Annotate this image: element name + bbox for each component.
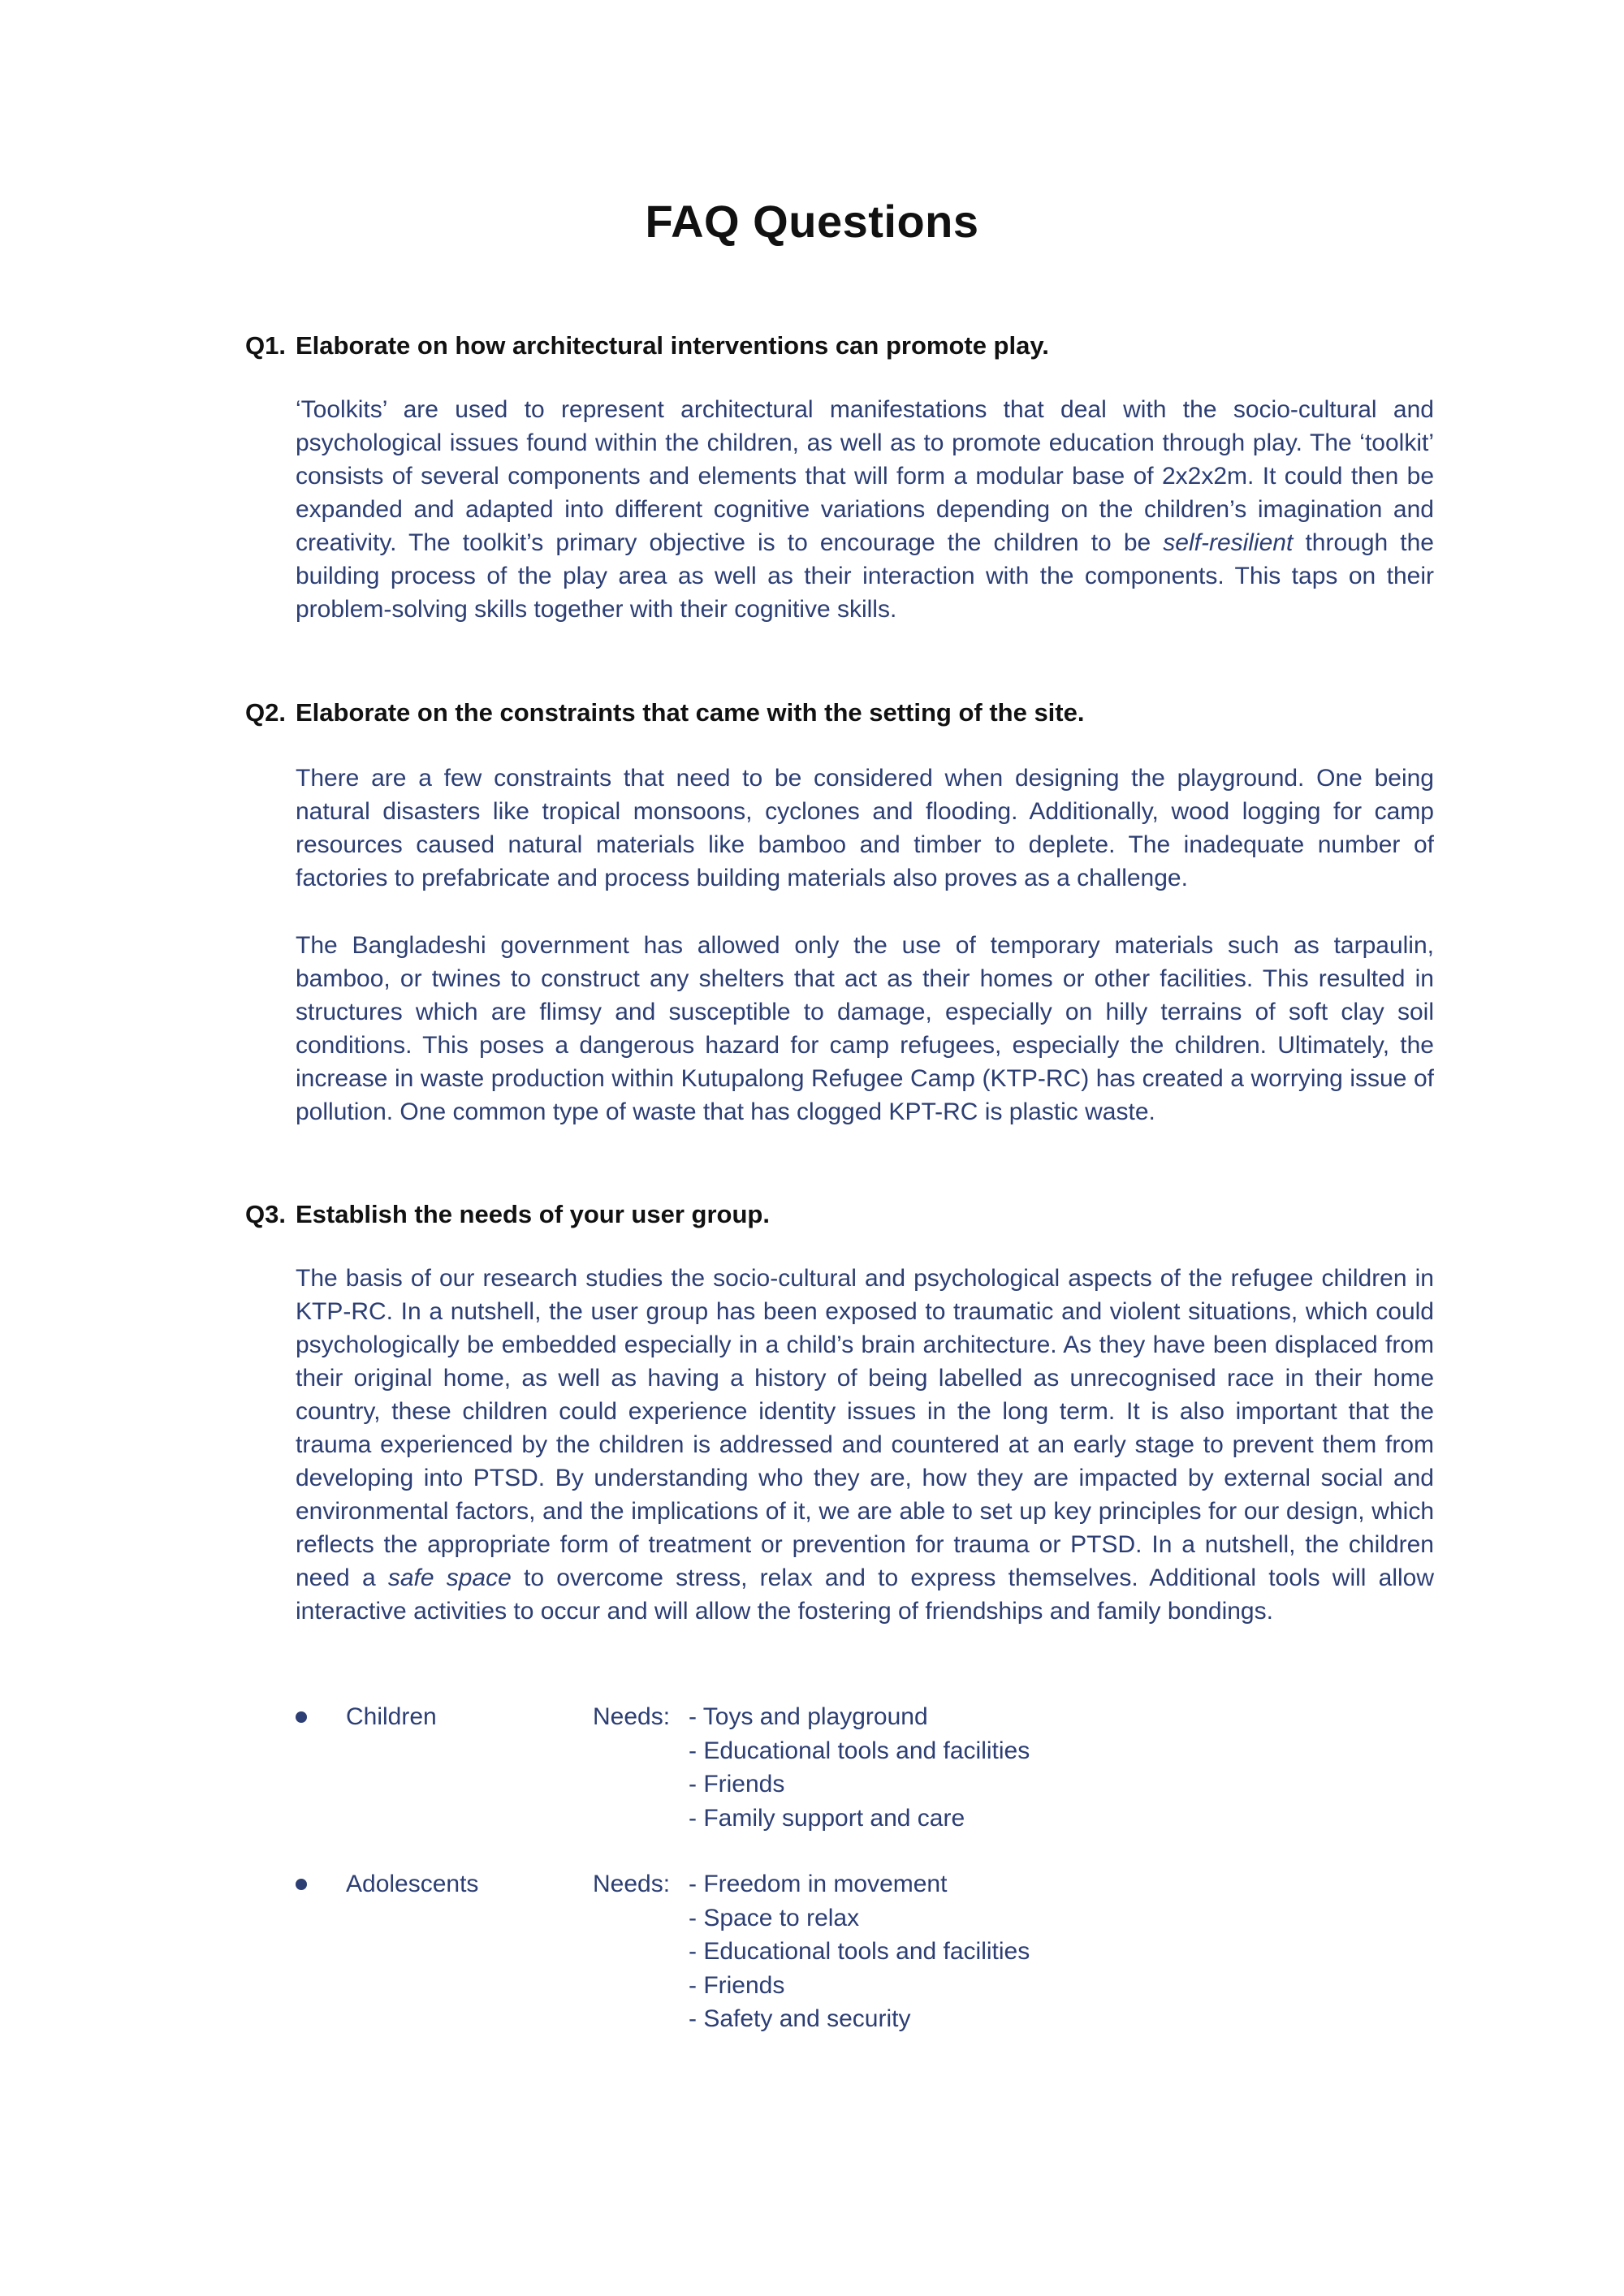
question-text: Elaborate on the constraints that came with the setting of the site. (296, 698, 1085, 727)
question-text: Elaborate on how architectural interventions can promote play. (296, 331, 1049, 360)
question-2-heading (245, 698, 1447, 727)
bullet-icon (296, 1711, 307, 1723)
needs-item: - Toys and playground (689, 1703, 928, 1730)
needs-item: - Friends (689, 1971, 785, 1999)
needs-item: - Friends (689, 1771, 785, 1798)
answer-emphasis: safe space (387, 1564, 512, 1591)
needs-item: - Freedom in movement (689, 1871, 948, 1897)
question-number: Q3. (245, 1200, 286, 1228)
user-group-children (296, 1700, 1351, 1838)
question-number: Q1. (245, 331, 286, 360)
answer-text: The basis of our research studies the socio-cultural and psychological aspects of the refugee children in KTP-RC. In a nutshell, the user group has been exposed to traumatic and violent situations, which could psychologically be embedded especially in a child’s brain architecture. As they have been displaced from their original home, as well as having a history of being labelled as unrecognised race in their home country, these children could experience identity issues in the long term. It is also important that the trauma experienced by the children is addressed and countered at an early stage to prevent them from developing into PTSD. By understanding who they are, how they are impacted by external social and environmental factors, and the implications of it, we are able to set up key principles for our design, which reflects the appropriate form of treatment or prevention for trauma or PTSD. In a nutshell, the children need a (296, 1265, 1434, 1591)
answer-text: to overcome stress, relax and to express themselves. Additional tools will allow interactive activities to occur and will allow the fostering of friendships and family bondings. (296, 1564, 1435, 1625)
user-group-adolescents (296, 1867, 1351, 2038)
needs-item: - Family support and care (689, 1804, 965, 1832)
needs-item: - Space to relax (689, 1904, 860, 1931)
answer-text: through the building process of the play area as well as their interaction with the components. This taps on their problem-solving skills together with their cognitive skills. (296, 529, 1434, 623)
needs-label: Needs: (593, 1871, 671, 1897)
question-3-answer (296, 1262, 1434, 1628)
question-1-heading (245, 331, 1447, 360)
bullet-icon (296, 1879, 307, 1890)
question-2-answer-paragraph-2: The Bangladeshi government has allowed only the use of temporary materials such as tarpaulin, bamboo, or twines to construct any shelters that act as their homes or other facilities. This resulted in structures which are flimsy and susceptible to damage, especially on hilly terrains of soft clay soil conditions. This poses a dangerous hazard for camp refugees, especially the children. Ultimately, the increase in waste production within Kutupalong Refugee Camp (KTP-RC) has created a worrying issue of pollution. One common type of waste that has clogged KPT-RC is plastic waste. (296, 932, 1434, 1125)
needs-item: - Educational tools and facilities (689, 1737, 1030, 1764)
answer-emphasis: self-resilient (1163, 529, 1294, 556)
user-group-name: Children (346, 1703, 437, 1730)
needs-list (689, 1700, 1030, 1835)
question-number: Q2. (245, 698, 286, 727)
needs-item: - Educational tools and facilities (689, 1938, 1030, 1965)
needs-list (689, 1867, 1030, 2036)
question-2-answer-paragraph-1: There are a few constraints that need to be considered when designing the playground. One being natural disasters like tropical monsoons, cyclones and flooding. Additionally, wood logging for camp resources caused natural materials like bamboo and timber to deplete. The inadequate number of factories to prefabricate and process building materials also proves as a challenge. (296, 765, 1434, 891)
question-3-heading (245, 1200, 1447, 1229)
needs-item: - Safety and security (689, 2005, 911, 2032)
question-text: Establish the needs of your user group. (296, 1200, 770, 1228)
page-title: FAQ Questions (645, 196, 979, 247)
answer-text: ‘Toolkits’ are used to represent architectural manifestations that deal with the socio-cultural and psychological issues found within the children, as well as to promote education through play. The ‘toolkit’ consists of several components and elements that will form a modular base of 2x2x2m. It could then be expanded and adapted into different cognitive variations depending on the children’s imagination and creativity. The toolkit’s primary objective is to encourage the children to be (296, 396, 1434, 556)
needs-label: Needs: (593, 1703, 671, 1730)
user-group-name: Adolescents (346, 1871, 479, 1897)
question-1-answer (296, 393, 1434, 626)
